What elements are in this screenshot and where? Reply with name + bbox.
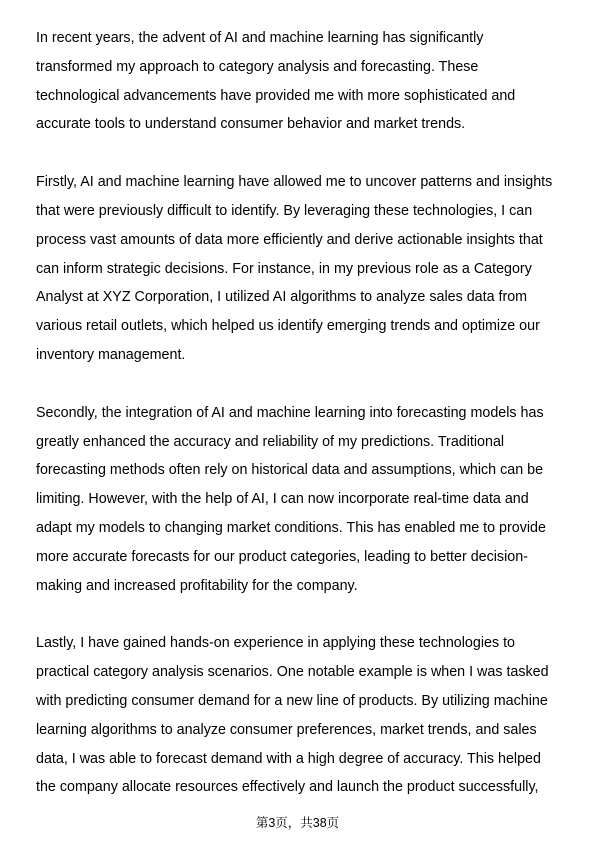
body-text bbox=[36, 24, 566, 831]
text-line: data, I was able to forecast demand with a high degree of accuracy. This helped bbox=[36, 750, 541, 767]
text-line: learning algorithms to analyze consumer preferences, market trends, and sales bbox=[36, 721, 537, 738]
text-line: transformed my approach to category analysis and forecasting. These bbox=[36, 58, 479, 75]
text-line: forecasting methods often rely on historical data and assumptions, which can be bbox=[36, 462, 544, 479]
text-line: practical category analysis scenarios. One notable example is when I was tasked bbox=[36, 664, 549, 681]
text-line: with predicting consumer demand for a new line of products. By utilizing machine bbox=[36, 692, 548, 709]
text-line: making and increased profitability for the company. bbox=[36, 577, 358, 594]
page-number-footer: 第3页，共38页 bbox=[255, 816, 340, 830]
text-line: accurate tools to understand consumer behavior and market trends. bbox=[36, 116, 466, 133]
text-line: Secondly, the integration of AI and machine learning into forecasting models has bbox=[36, 404, 544, 421]
text-line: Firstly, AI and machine learning have allowed me to uncover patterns and insights bbox=[36, 174, 553, 191]
text-line: that were previously difficult to identify. By leveraging these technologies, I can bbox=[36, 202, 533, 219]
text-line: In recent years, the advent of AI and machine learning has significantly bbox=[36, 30, 484, 46]
text-line: various retail outlets, which helped us identify emerging trends and optimize our bbox=[36, 318, 540, 335]
text-line: Lastly, I have gained hands-on experience in applying these technologies to bbox=[36, 635, 516, 652]
text-line: can inform strategic decisions. For instance, in my previous role as a Category bbox=[36, 260, 532, 277]
text-line: technological advancements have provided me with more sophisticated and bbox=[36, 87, 516, 104]
paragraph-4 bbox=[36, 629, 566, 802]
text-line: Analyst at XYZ Corporation, I utilized AI algorithms to analyze sales data from bbox=[36, 289, 528, 306]
text-line: inventory management. bbox=[36, 346, 186, 363]
text-line: adapt my models to changing market conditions. This has enabled me to provide bbox=[36, 519, 546, 536]
paragraph-2 bbox=[36, 168, 566, 370]
text-line: greatly enhanced the accuracy and reliability of my predictions. Traditional bbox=[36, 433, 505, 450]
paragraph-1 bbox=[36, 24, 566, 139]
paragraph-3 bbox=[36, 399, 566, 601]
text-line: the company allocate resources effectively and launch the product successfully, bbox=[36, 779, 539, 796]
text-line: process vast amounts of data more efficiently and derive actionable insights that bbox=[36, 231, 543, 248]
text-line: limiting. However, with the help of AI, I can now incorporate real-time data and bbox=[36, 491, 529, 508]
text-line: more accurate forecasts for our product categories, leading to better decision- bbox=[36, 548, 528, 565]
